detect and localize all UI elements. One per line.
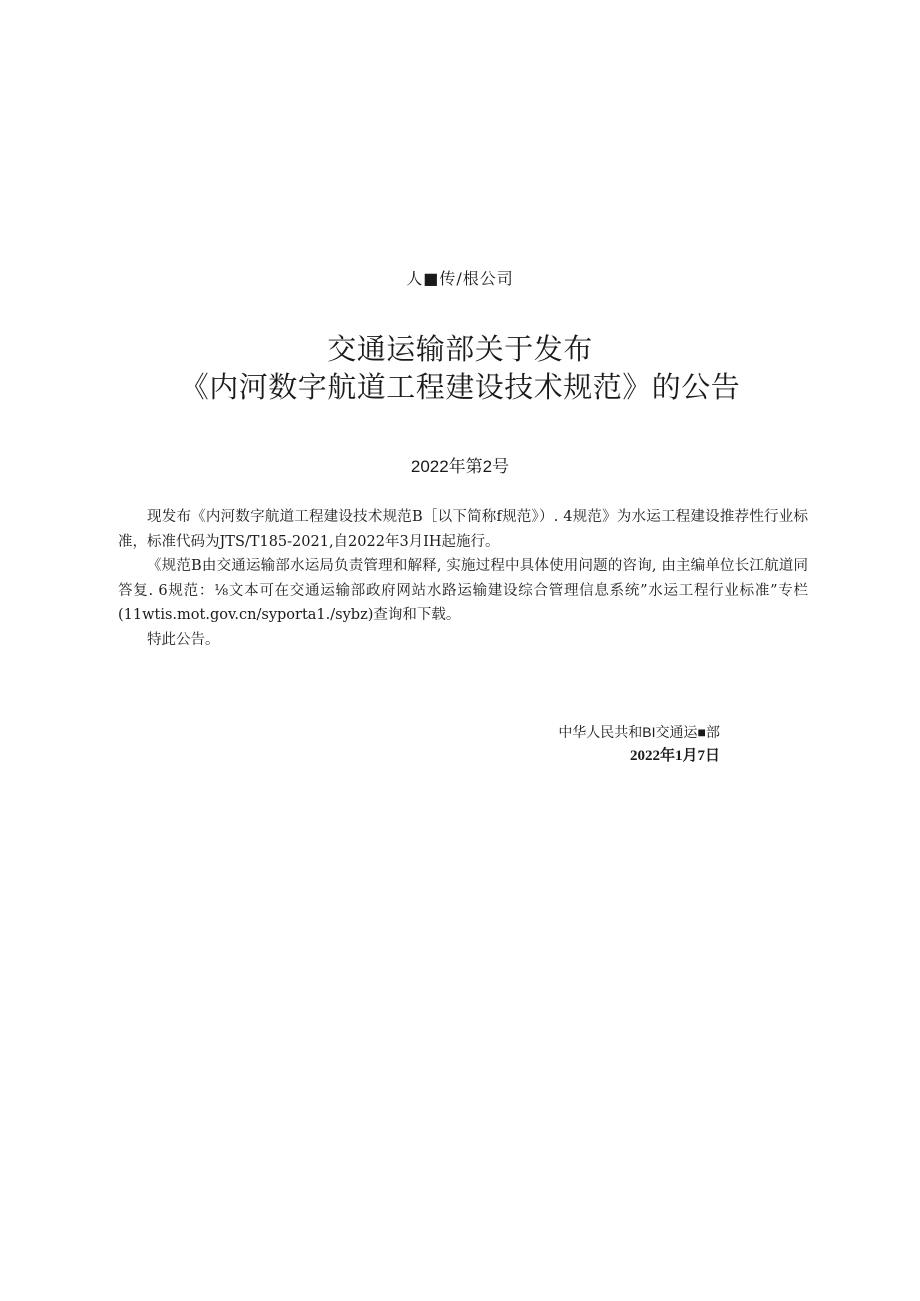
announcement-body [118,505,808,653]
body-paragraph: 《规范B由交通运输部水运局负责管理和解释, 实施过程中具体使用问题的咨询, 由主编单位长江航道同答复. 6规范：⅛文本可在交通运输部政府网站水路运输建设综合管理信息系统”水运工程行业标准”专栏(11wtis.mot.gov.cn/syporta1./sybz)查询和下载。 [118,558,808,624]
signature-block [558,720,720,768]
issuer-name: 中华人民共和BI交通运■部 [558,724,720,740]
body-paragraph: 现发布《内河数字航道工程建设技术规范B［以下简称f规范》）. 4规范》为水运工程建设推荐性行业标准，标准代码为JTS/T185-2021,自2022年3月IH起施行。 [118,509,808,550]
body-paragraph: 特此公告。 [147,631,220,648]
issue-date: 2022年1月7日 [629,748,720,764]
title-line-2: 《内河数字航道工程建设技术规范》的公告 [179,370,741,404]
announcement-title [0,330,920,406]
publisher-line: 人■传/根公司 [406,269,514,288]
document-number: 2022年第2号 [410,457,510,476]
title-line-1: 交通运输部关于发布 [327,332,593,366]
